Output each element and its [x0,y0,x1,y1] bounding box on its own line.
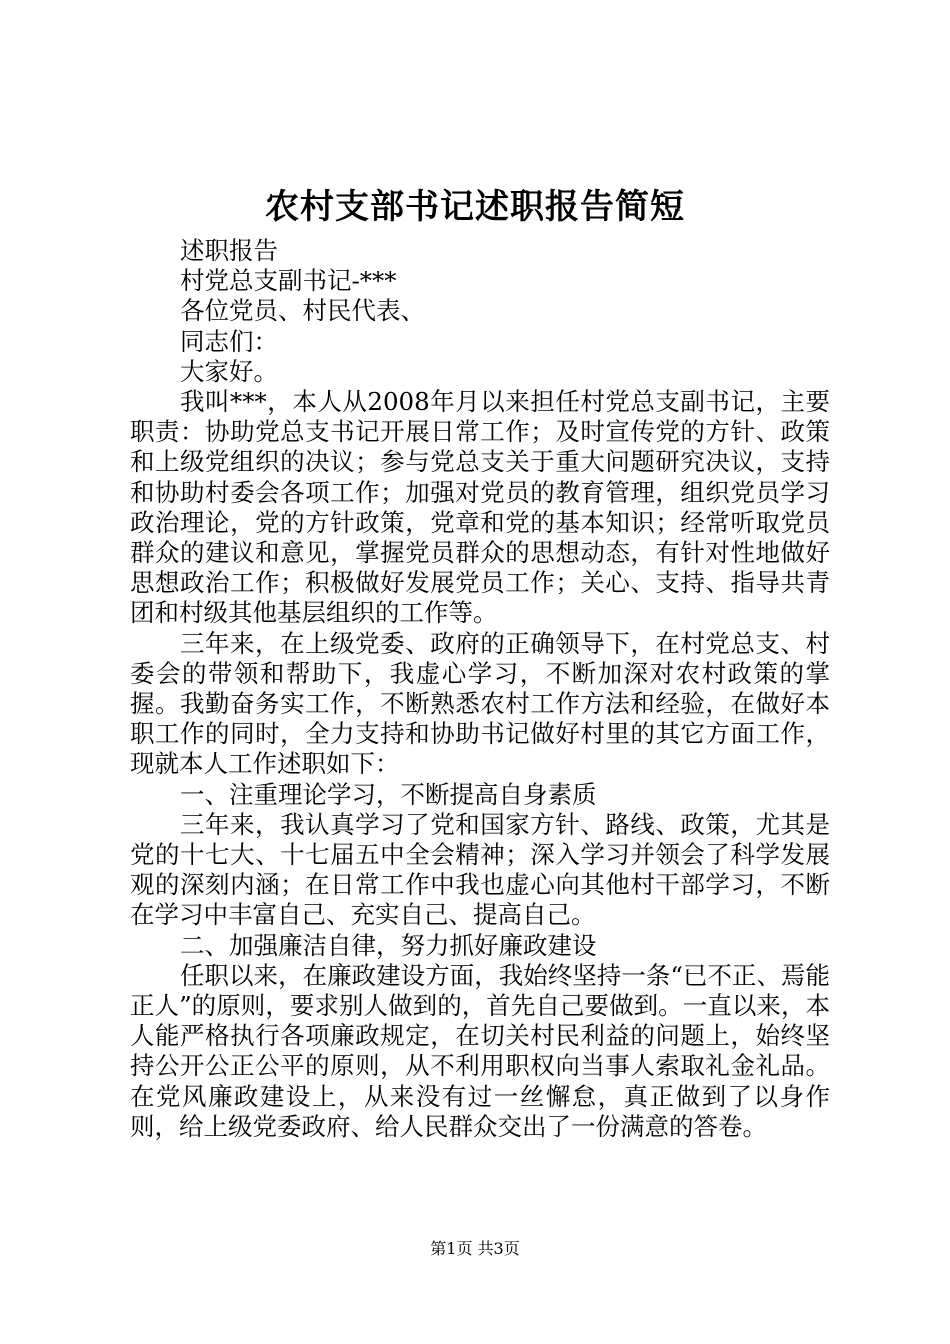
paragraph-salutation: 各位党员、村民代表、 [180,296,425,326]
paragraph-body: 任职以来，在廉政建设方面，我始终坚持一条“已不正、焉能正人”的原则，要求别人做到的，首先自己要做到。一直以来，本人能严格执行各项廉政规定，在切关村民利益的问题上，始终坚持公开公正公平的原则，从不利用职权向当事人索取礼金礼品。在党风廉政建设上，从来没有过一丝懈怠，真正做到了以身作则，给上级党委政府、给人民群众交出了一份满意的答卷。 [130,960,830,1141]
paragraph-body: 三年来，我认真学习了党和国家方针、路线、政策，尤其是党的十七大、十七届五中全会精神；深入学习并领会了科学发展观的深刻内涵；在日常工作中我也虚心向其他村干部学习，不断在学习中丰富自己、充实自己、提高自己。 [130,809,830,930]
section-heading: 二、加强廉洁自律，努力抓好廉政建设 [180,930,597,960]
section-heading: 一、注重理论学习，不断提高自身素质 [180,779,597,809]
paragraph-body: 三年来，在上级党委、政府的正确领导下，在村党总支、村委会的带领和帮助下，我虚心学习，不断加深对农村政策的掌握。我勤奋务实工作，不断熟悉农村工作方法和经验，在做好本职工作的同时，全力支持和协助书记做好村里的其它方面工作，现就本人工作述职如下： [130,628,830,779]
paragraph-greeting: 大家好。 [180,356,278,386]
paragraph-heading: 述职报告 [180,236,278,265]
paragraph-salutation-2: 同志们： [180,326,278,356]
document-body [130,236,830,1142]
paragraph-author: 村党总支副书记-*** [180,266,397,296]
paragraph-body: 我叫***，本人从2008年月以来担任村党总支副书记，主要职责：协助党总支书记开展日常工作；及时宣传党的方针、政策和上级党组织的决议；参与党总支关于重大问题研究决议，支持和协助村委会各项工作；加强对党员的教育管理，组织党员学习政治理论，党的方针政策，党章和党的基本知识；经常听取党员群众的建议和意见，掌握党员群众的思想动态，有针对性地做好思想政治工作；积极做好发展党员工作；关心、支持、指导共青团和村级其他基层组织的工作等。 [130,387,830,628]
document-title: 农村支部书记述职报告简短 [265,187,685,227]
page-footer: 第1页 共3页 [430,1239,520,1258]
